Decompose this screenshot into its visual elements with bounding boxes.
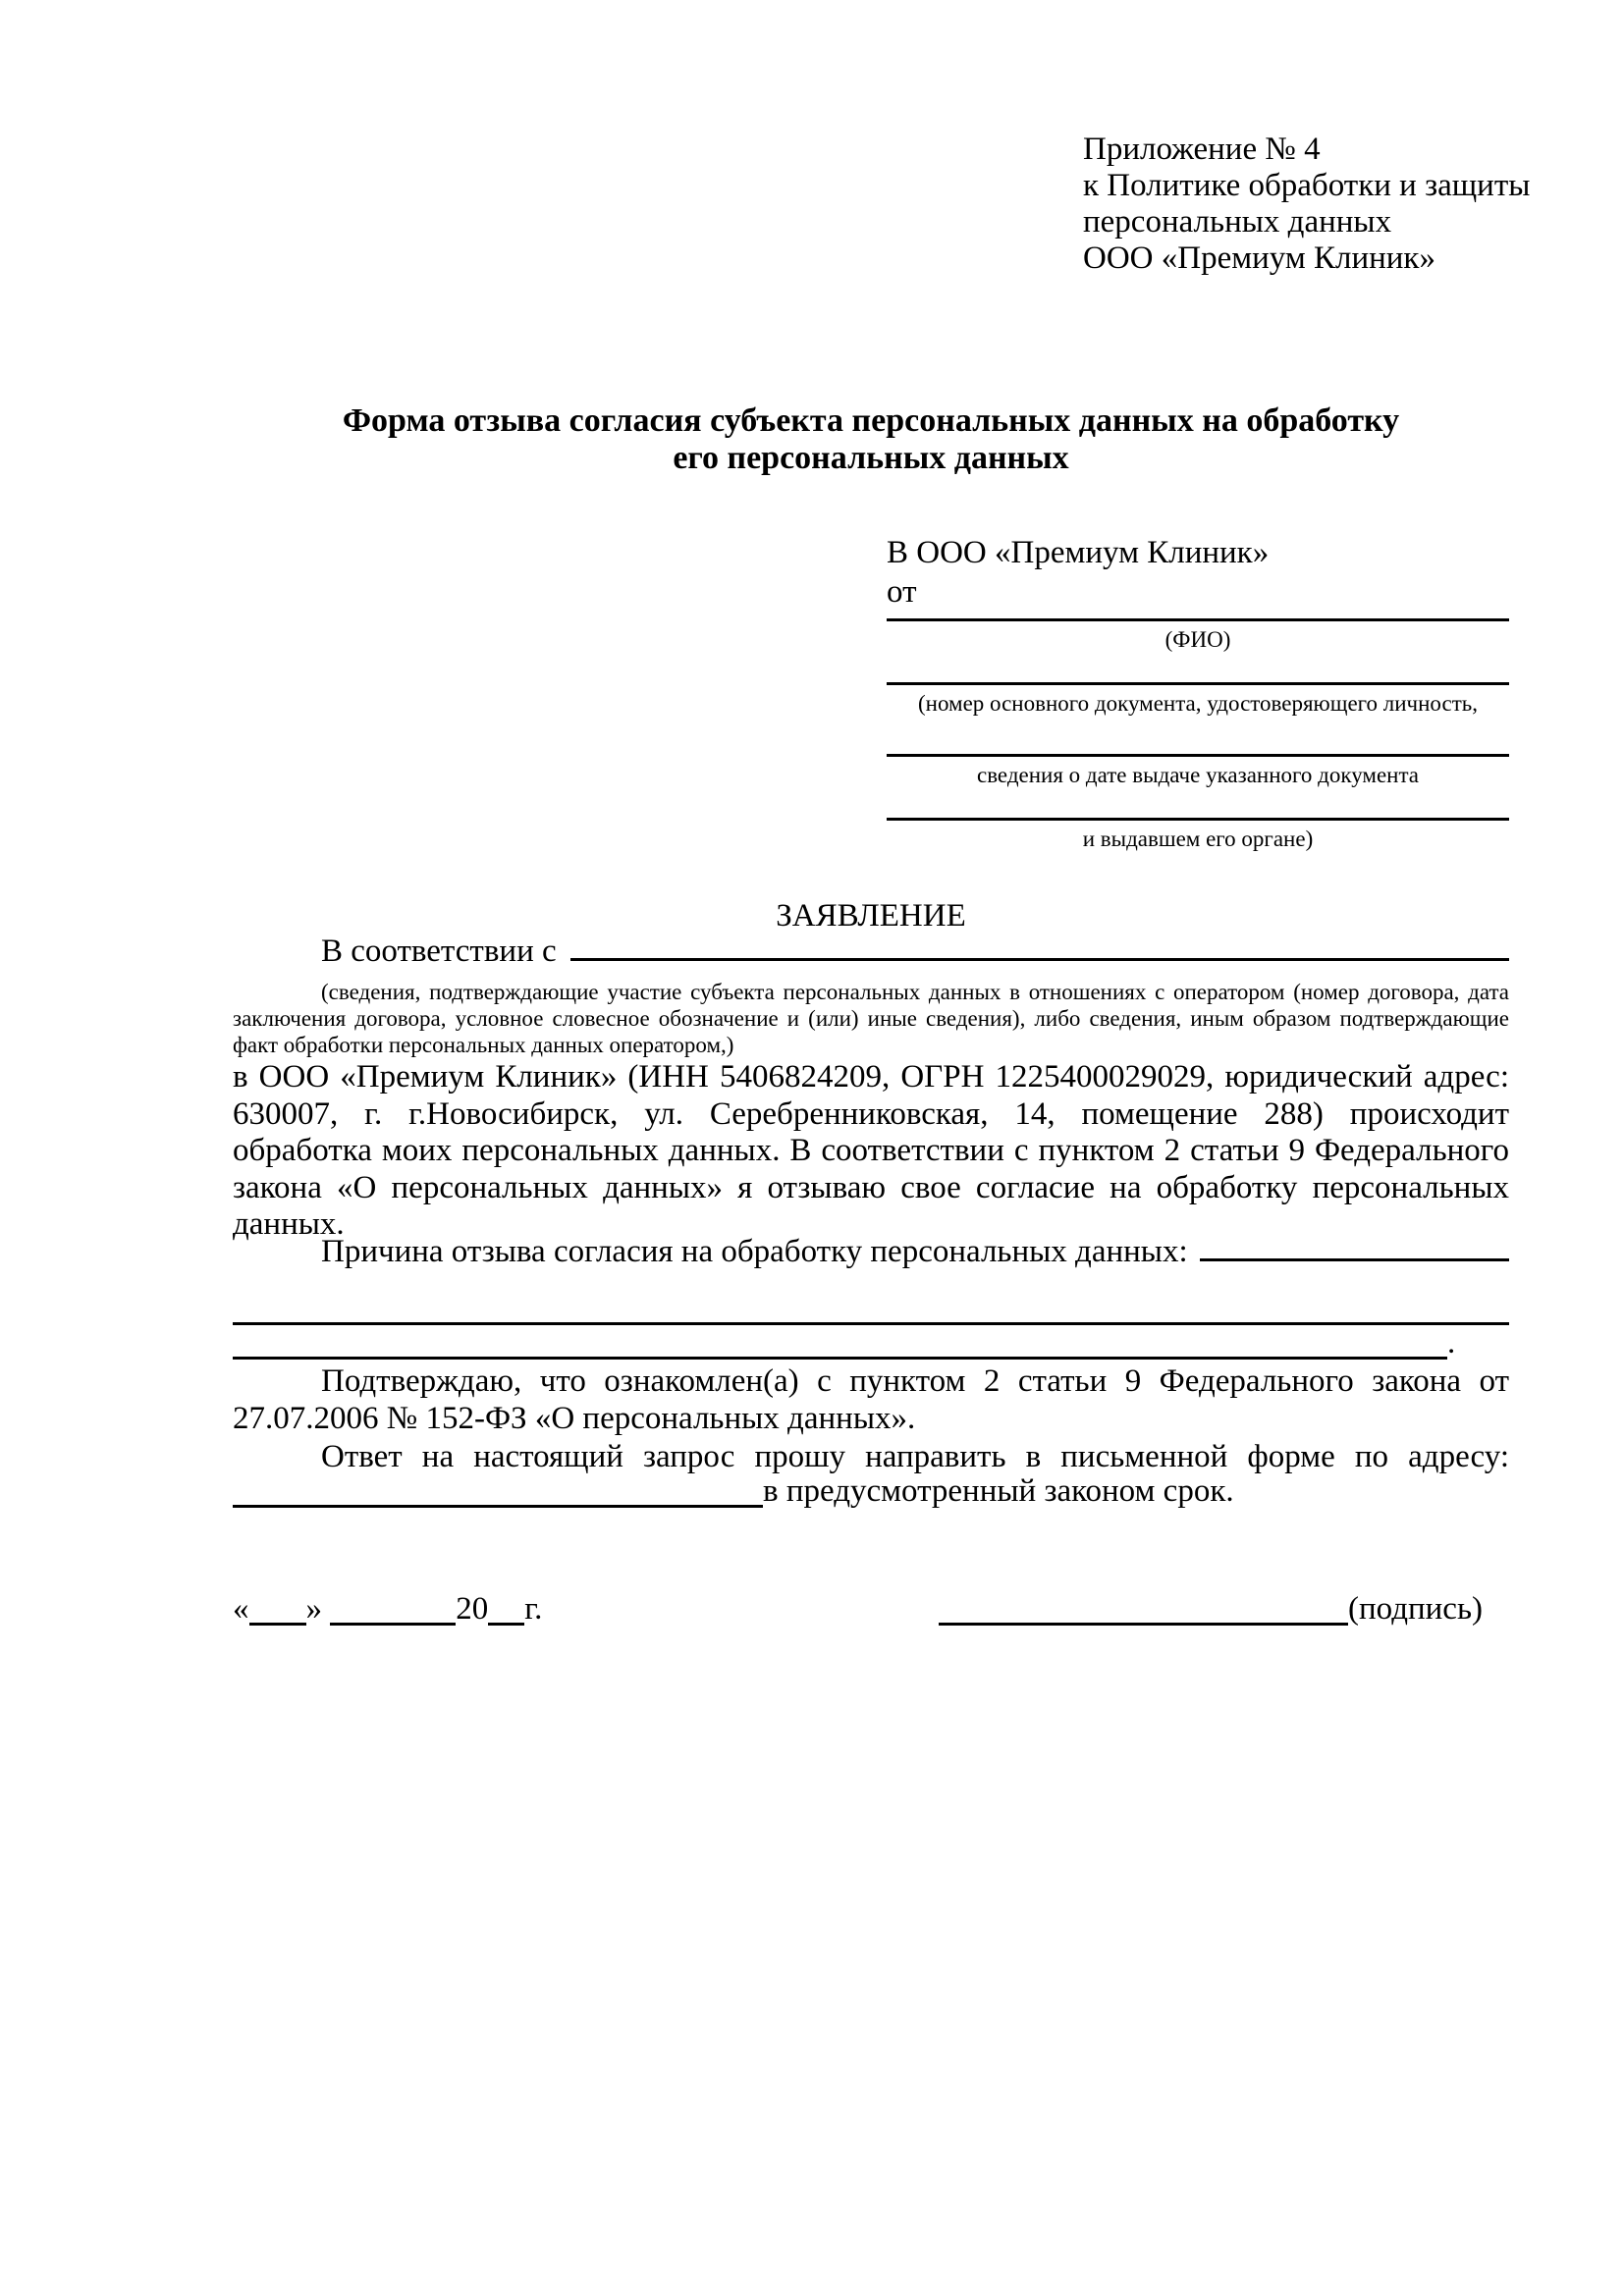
reply-suffix: в предусмотренный законом срок. xyxy=(763,1473,1234,1509)
reason-extra-line-2[interactable] xyxy=(233,1357,1447,1360)
fio-field-line[interactable] xyxy=(887,618,1509,621)
date-year-prefix: 20 xyxy=(456,1591,489,1627)
appendix-note xyxy=(1083,132,1530,277)
reason-label: Причина отзыва согласия на обработку персональных данных: xyxy=(321,1234,1188,1269)
doc-issuer-field-line[interactable] xyxy=(887,818,1509,821)
signature-line[interactable] xyxy=(939,1623,1348,1626)
confirmation-paragraph: Подтверждаю, что ознакомлен(а) с пунктом 2 статьи 9 Федерального закона от 27.07.2006 № 152-ФЗ «О персональных данных». xyxy=(233,1363,1509,1436)
date-row xyxy=(233,1591,542,1629)
reason-field-line[interactable] xyxy=(1200,1258,1509,1261)
date-month-line[interactable] xyxy=(330,1623,456,1626)
appendix-note-line: ООО «Премиум Клиник» xyxy=(1083,240,1435,276)
statement-body: в ООО «Премиум Клиник» (ИНН 5406824209, ОГРН 1225400029029, юридический адрес: 630007, г. г.Новосибирск, ул. Серебренниковская, 14, помещение 288) происходит обработка моих персональных данных. В соответствии с пунктом 2 статьи 9 Федерального закона «О персональных данных» я отзываю свое согласие на обработку персональных данных. xyxy=(233,1059,1509,1242)
reason-extra-row-2 xyxy=(233,1325,1509,1362)
document-title-line-1: Форма отзыва согласия субъекта персональных данных на обработку xyxy=(342,402,1400,439)
basis-row xyxy=(233,934,1509,971)
basis-label: В соответствии с xyxy=(321,934,557,969)
appendix-note-line: Приложение № 4 xyxy=(1083,132,1321,167)
fio-field-caption: (ФИО) xyxy=(1164,627,1231,652)
date-year-line[interactable] xyxy=(488,1623,524,1626)
reason-row xyxy=(233,1234,1509,1271)
address-field-line[interactable] xyxy=(233,1505,763,1508)
signature-caption: (подпись) xyxy=(1348,1591,1483,1627)
document-title-line-2: его персональных данных xyxy=(673,440,1069,476)
basis-field-line[interactable] xyxy=(570,958,1509,961)
addressee-block xyxy=(887,533,1509,851)
doc-number-field-caption: (номер основного документа, удостоверяющего личность, xyxy=(917,691,1478,716)
appendix-note-line: к Политике обработки и защиты xyxy=(1083,168,1531,203)
reply-address-row xyxy=(233,1473,1509,1511)
addressee-from-label: от xyxy=(887,574,917,610)
doc-date-field-caption: сведения о дате выдаче указанного документа xyxy=(976,763,1420,787)
date-era-suffix: г. xyxy=(524,1591,543,1627)
signature-row xyxy=(939,1591,1483,1629)
date-quote-close: » xyxy=(305,1591,322,1627)
reason-terminator: . xyxy=(1447,1325,1456,1361)
reason-extra-row-1 xyxy=(233,1291,1509,1328)
reply-request-line: Ответ на настоящий запрос прошу направить в письменной форме по адресу: xyxy=(321,1439,1509,1474)
doc-issuer-field-caption: и выдавшем его органе) xyxy=(1082,827,1314,851)
date-day-line[interactable] xyxy=(249,1623,306,1626)
addressee-to: В ООО «Премиум Клиник» xyxy=(887,535,1270,570)
doc-date-field-line[interactable] xyxy=(887,754,1509,757)
appendix-note-line: персональных данных xyxy=(1083,204,1392,240)
document-title xyxy=(233,402,1509,477)
doc-number-field-line[interactable] xyxy=(887,682,1509,685)
date-quote-open: « xyxy=(233,1591,249,1627)
basis-note: (сведения, подтверждающие участие субъекта персональных данных в отношениях с оператором (номер договора, дата заключения договора, условное словесное обозначение и (или) иные сведения), либо сведения, иным образом подтверждающие факт обработки персональных данных оператором,) xyxy=(233,980,1509,1057)
statement-heading: ЗАЯВЛЕНИЕ xyxy=(776,898,966,934)
